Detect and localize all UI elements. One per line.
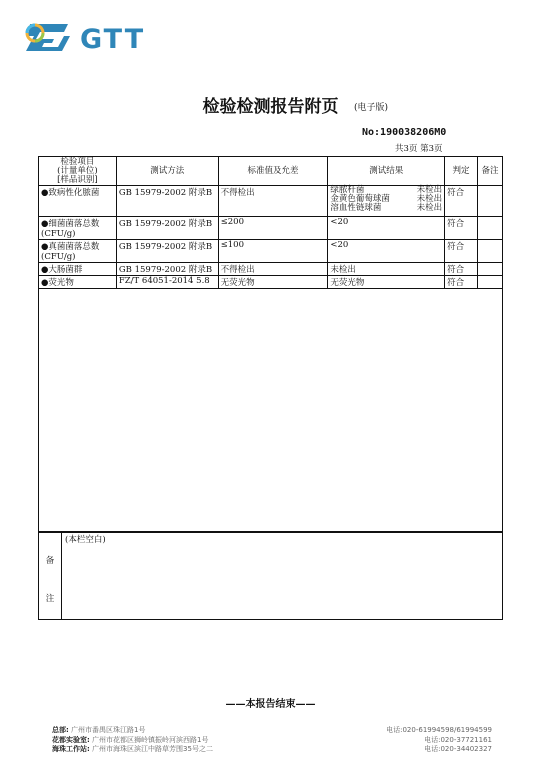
header-standard: 标准值及允差 (218, 157, 328, 186)
result-cell: <20 (328, 240, 445, 263)
test-results-table (38, 156, 503, 533)
method-cell: GB 15979-2002 附录B (116, 240, 218, 263)
remark-cell (478, 186, 503, 217)
footer-row: 海珠工作站: 广州市海珠区滨江中路草芳围35号之二 电话:020-34402327 (52, 745, 492, 753)
item-cell: ●荧光物 (39, 276, 117, 289)
standard-cell: 无荧光物 (218, 276, 328, 289)
table-row (39, 276, 503, 289)
header-result: 测试结果 (328, 157, 445, 186)
remark-cell (478, 217, 503, 240)
page-indicator: 共3页 第3页 (395, 144, 443, 154)
method-cell: GB 15979-2002 附录B (116, 217, 218, 240)
item-cell: ●致病性化脓菌 (39, 186, 117, 217)
result-cell: 无荧光物 (328, 276, 445, 289)
standard-cell: 不得检出 (218, 186, 328, 217)
table-row (39, 263, 503, 276)
table-header-row (39, 157, 503, 186)
remark-table (38, 531, 503, 620)
remark-cell (478, 276, 503, 289)
header-remark: 备注 (478, 157, 503, 186)
judgement-cell: 符合 (445, 240, 478, 263)
edition-label: (电子版) (354, 103, 389, 113)
table-row (39, 186, 503, 217)
table-row (39, 240, 503, 263)
result-cell: <20 (328, 217, 445, 240)
logo-text: GTT (80, 24, 146, 55)
report-number: No:190038206M0 (362, 127, 447, 138)
method-cell: GB 15979-2002 附录B (116, 263, 218, 276)
remark-text: (本栏空白) (62, 532, 503, 620)
result-cell: 绿脓杆菌 未检出 金黄色葡萄球菌 未检出 溶血性链球菌 未检出 (328, 186, 445, 217)
item-cell: ●真菌菌落总数 (CFU/g) (39, 240, 117, 263)
header-item: 检验项目 (计量单位) [样品识别] (39, 157, 117, 186)
standard-cell: ≤200 (218, 217, 328, 240)
judgement-cell: 符合 (445, 217, 478, 240)
item-cell: ●细菌菌落总数 (CFU/g) (39, 217, 117, 240)
header-judgement: 判定 (445, 157, 478, 186)
footer-row: 总部: 广州市番禺区珠江路1号 电话:020-61994598/61994599 (52, 726, 492, 734)
judgement-cell: 符合 (445, 263, 478, 276)
blank-area (39, 289, 503, 533)
judgement-cell: 符合 (445, 276, 478, 289)
remark-label: 备 注 (39, 532, 62, 620)
method-cell: GB 15979-2002 附录B (116, 186, 218, 217)
company-logo (24, 22, 194, 58)
report-end-marker: ——本报告结束—— (225, 699, 316, 710)
standard-cell: ≤100 (218, 240, 328, 263)
table-row (39, 217, 503, 240)
remark-cell (478, 263, 503, 276)
remark-cell (478, 240, 503, 263)
result-cell: 未检出 (328, 263, 445, 276)
report-title: 检验检测报告附页 (202, 97, 339, 117)
judgement-cell: 符合 (445, 186, 478, 217)
logo-ring-icon (24, 22, 46, 44)
footer-addresses (52, 726, 492, 755)
header-method: 测试方法 (116, 157, 218, 186)
blank-row (39, 289, 503, 533)
footer-row: 花都实验室: 广州市花都区狮岭镇振岭河滨西路1号 电话:020-37721161 (52, 735, 492, 744)
item-cell: ●大肠菌群 (39, 263, 117, 276)
standard-cell: 不得检出 (218, 263, 328, 276)
method-cell: FZ/T 64051-2014 5.8 (116, 276, 218, 289)
